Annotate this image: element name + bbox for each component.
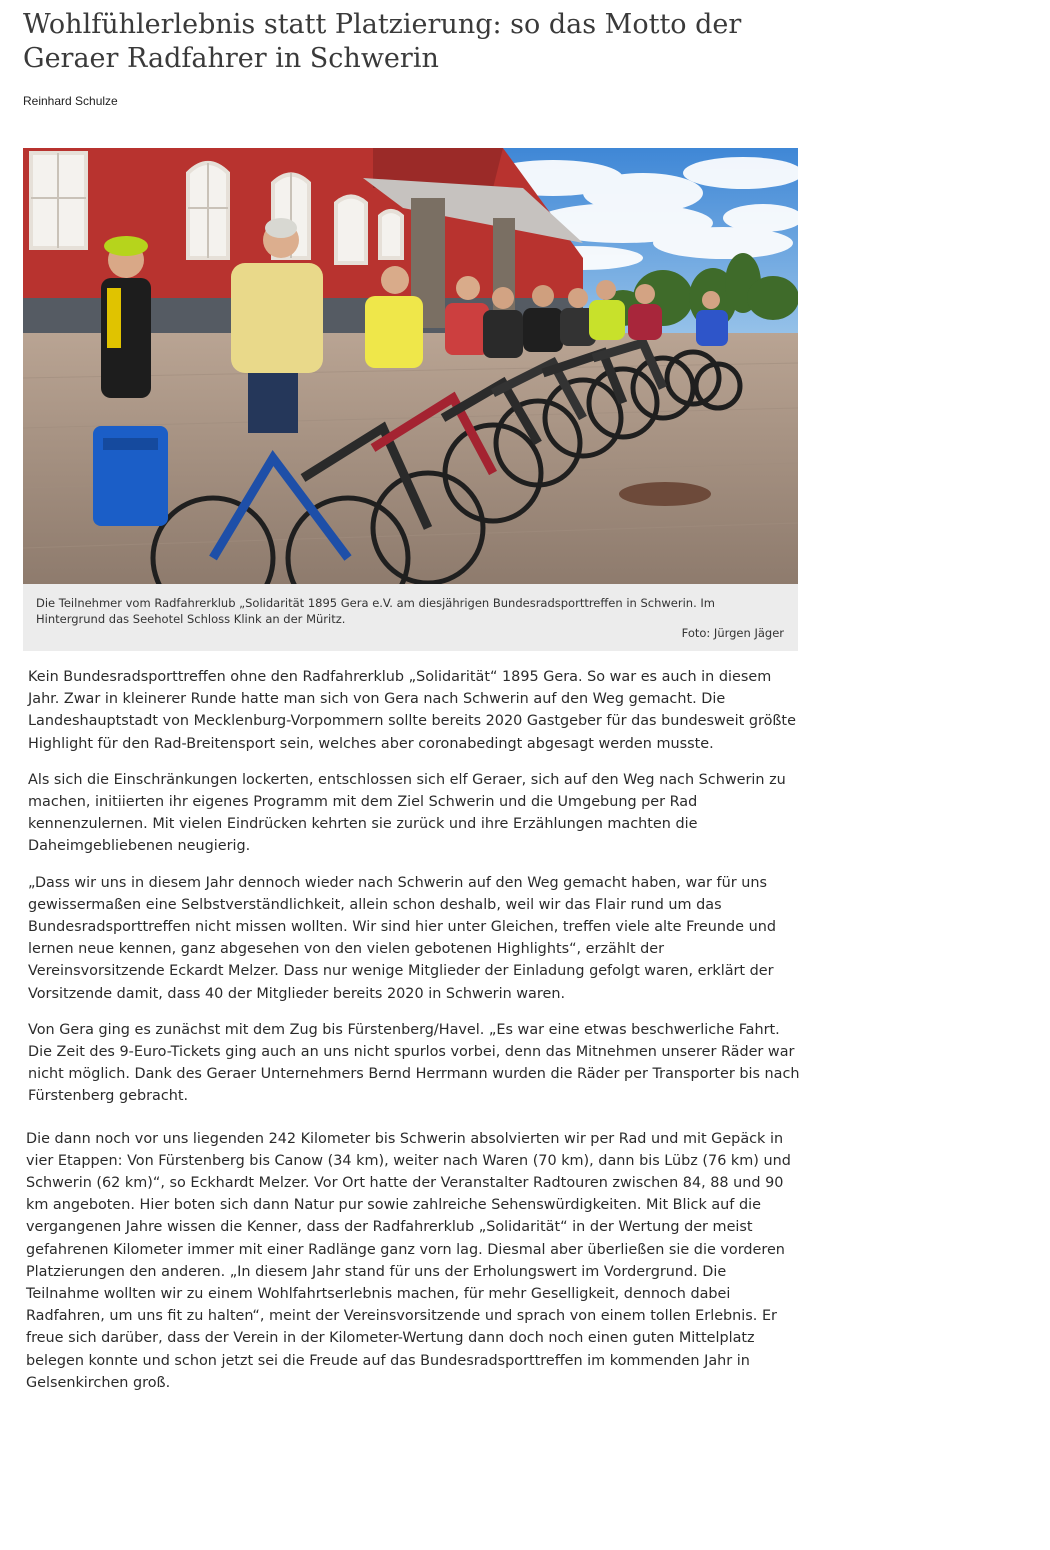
article-figure (23, 148, 798, 651)
article-body (28, 666, 800, 1408)
article-author: Reinhard Schulze (23, 94, 118, 108)
photo-credit: Foto: Jürgen Jäger (681, 626, 784, 640)
photo-caption-box (23, 584, 798, 651)
paragraph-2: Als sich die Einschränkungen lockerten, entschlossen sich elf Geraer, sich auf den Weg nach Schwerin zu machen, initiierten ihr eigenes Programm mit dem Ziel Schwerin und die Umgebung per Rad kennenzulernen. Mit vielen Eindrücken kehrten sie zurück und ihre Erzählungen machten die Daheimgebliebenen neugierig. (28, 771, 786, 855)
paragraph-3: „Dass wir uns in diesem Jahr dennoch wieder nach Schwerin auf den Weg gemacht haben, war für uns gewissermaßen eine Selbstverständlichkeit, allein schon deshalb, weil wir das Flair rund um das Bundesradsporttreffen nicht missen wollten. Wir sind hier unter Gleichen, treffen viele alte Freunde und lernen neue kennen, ganz abgesehen von den vielen gebotenen Highlights“, erzählt der Vereinsvorsitzende Eckardt Melzer. Dass nur wenige Mitglieder der Einladung gefolgt waren, erklärt der Vorsitzende damit, dass 40 der Mitglieder bereits 2020 in Schwerin waren. (28, 874, 776, 1002)
paragraph-4: Von Gera ging es zunächst mit dem Zug bis Fürstenberg/Havel. „Es war eine etwas beschwerliche Fahrt. Die Zeit des 9-Euro-Tickets ging auch an uns nicht spurlos vorbei, denn das Mitnehmen unserer Räder war nicht möglich. Dank des Geraer Unternehmers Bernd Herrmann wurden die Räder per Transporter bis nach Fürstenberg gebracht. (28, 1021, 800, 1105)
paragraph-5: Die dann noch vor uns liegenden 242 Kilometer bis Schwerin absolvierten wir per Rad und mit Gepäck in vier Etappen: Von Fürstenberg bis Canow (34 km), weiter nach Waren (70 km), dann bis Lübz (76 km) und Schwerin (62 km)“, so Eckhardt Melzer. Vor Ort hatte der Veranstalter Radtouren zwischen 84, 88 und 90 km angeboten. Hier boten sich dann Natur pur sowie zahlreiche Sehenswürdigkeiten. Mit Blick auf die vergangenen Jahre wissen die Kenner, dass der Radfahrerklub „Solidarität“ in der Wertung der meist gefahrenen Kilometer immer mit einer Radlänge ganz vorn lag. Diesmal aber überließen sie die vorderen Platzierungen den anderen. „In diesem Jahr stand für uns der Erholungswert im Vordergrund. Die Teilnahme wollten wir zu einem Wohlfahrtserlebnis machen, für mehr Geselligkeit, dennoch dabei Radfahren, um uns fit zu halten“, meint der Vereinsvorsitzende und sprach von einem tollen Erlebnis. Er freue sich darüber, dass der Verein in der Kilometer-Wertung dann doch noch einen guten Mittelplatz belegen konnte und schon jetzt sei die Freude auf das Bundesradsporttreffen im kommenden Jahr in Gelsenkirchen groß. (26, 1130, 791, 1391)
article-headline: Wohlfühlerlebnis statt Platzierung: so das Motto der Geraer Radfahrer in Schwerin (23, 9, 742, 74)
article-photo (23, 148, 798, 584)
photo-caption: Die Teilnehmer vom Radfahrerklub „Solidarität 1895 Gera e.V. am diesjährigen Bundesradsporttreffen in Schwerin. Im Hintergrund das Seehotel Schloss Klink an der Müritz. (36, 596, 715, 626)
paragraph-1: Kein Bundesradsporttreffen ohne den Radfahrerklub „Solidarität“ 1895 Gera. So war es auch in diesem Jahr. Zwar in kleinerer Runde hatte man sich von Gera nach Schwerin auf den Weg gemacht. Die Landeshauptstadt von Mecklenburg-Vorpommern sollte bereits 2020 Gastgeber für das bundesweit größte Highlight für den Rad-Breitensport sein, welches aber coronabedingt abgesagt werden musste. (28, 669, 796, 752)
